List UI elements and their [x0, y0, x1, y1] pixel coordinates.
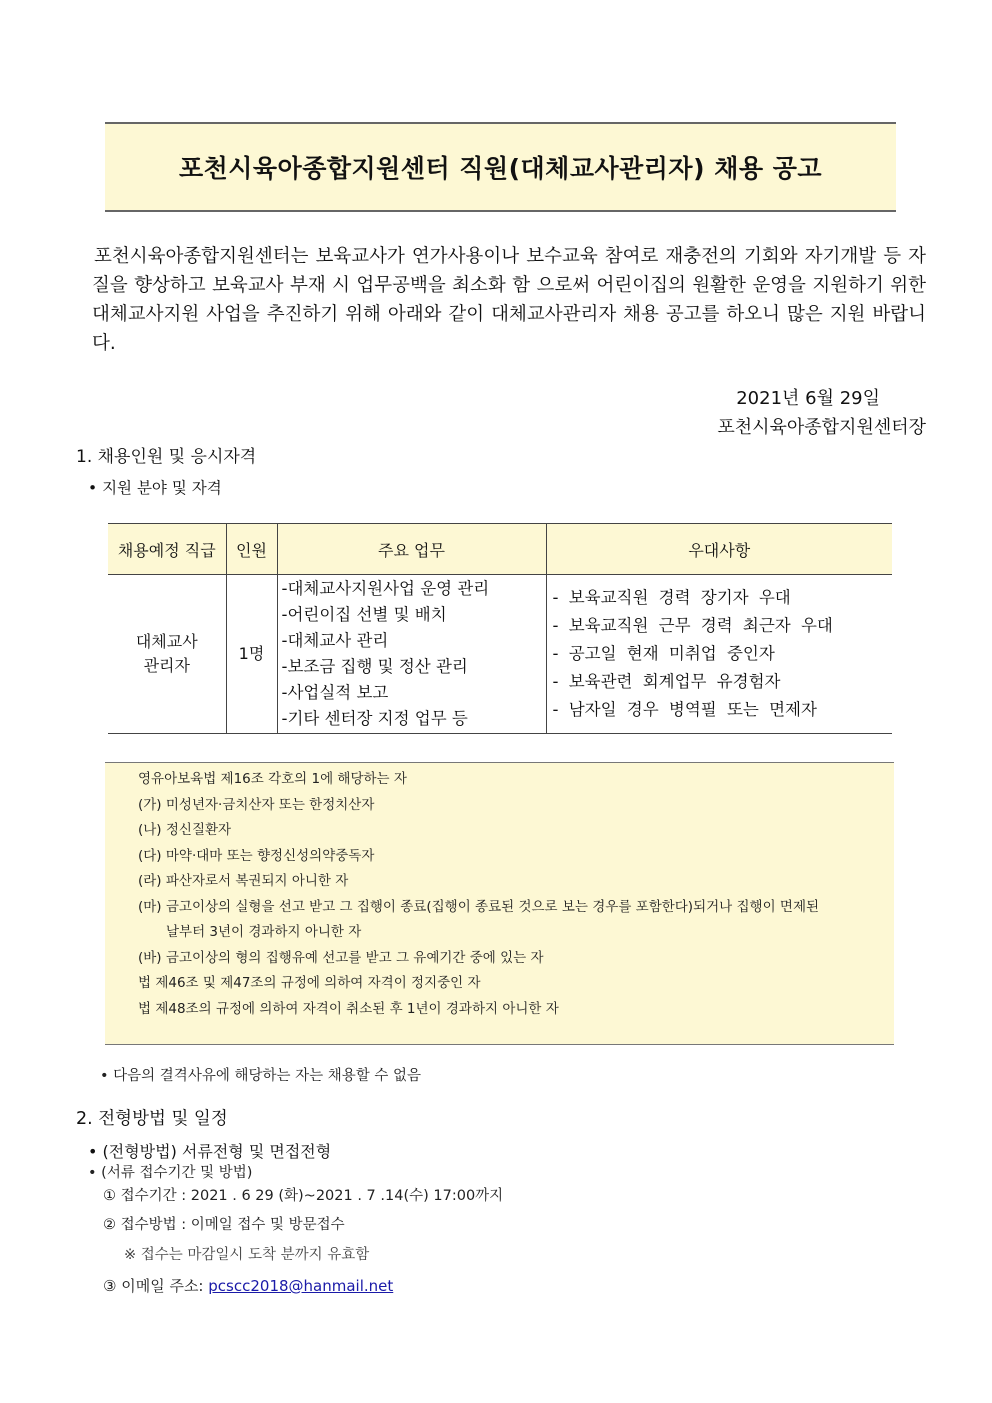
disqualification-item: (가) 미성년자·금치산자 또는 한정치산자 — [138, 796, 375, 813]
intro-paragraph: 포천시육아종합지원센터는 보육교사가 연가사용이나 보수교육 참여로 재충전의 기회와 자기개발 등 자질을 향상하고 보육교사 부재 시 업무공백을 최소화 함 으로써 어린이집의 원활한 운영을 지원하기 위한 대체교사지원 사업을 추진하기 위해 아래와 같이 대체교사관리자 채용 공고를 하오니 많은 지원 바랍니다. — [92, 246, 926, 354]
section1-heading: 1. 채용인원 및 응시자격 — [76, 447, 257, 467]
duty-item: -기타 센터장 지정 업무 등 — [281, 709, 468, 728]
duty-item: -어린이집 선별 및 배치 — [281, 605, 447, 624]
duty-item: -사업실적 보고 — [281, 683, 389, 702]
disqualification-item: 날부터 3년이 경과하지 아니한 자 — [166, 924, 362, 940]
section1-bullet-text: 지원 분야 및 자격 — [102, 479, 222, 497]
duty-item: -대체교사 관리 — [281, 631, 389, 650]
preference-item: - 공고일 현재 미취업 중인자 — [552, 644, 775, 663]
preference-item: - 보육관련 회계업무 유경험자 — [552, 672, 781, 691]
position-line: 관리자 — [143, 656, 190, 675]
section2-bullet-method-text: (전형방법) 서류전형 및 면접전형 — [102, 1142, 332, 1161]
disqualification-item: (마) 금고이상의 실형을 선고 받고 그 집행이 종료(집행이 종료된 것으로 보는 경우를 포함한다)되거나 집행이 면제된 — [138, 898, 820, 915]
duty-item: -보조금 집행 및 정산 관리 — [281, 657, 468, 676]
disqualification-item: (다) 마약·대마 또는 향정신성의약중독자 — [138, 847, 375, 864]
table-header-row — [108, 524, 892, 575]
table-row — [108, 575, 892, 734]
disqualification-item: (나) 정신질환자 — [138, 822, 232, 838]
header-duties: 주요 업무 — [277, 524, 546, 575]
disqualification-item: (라) 파산자로서 복권되지 아니한 자 — [138, 873, 349, 889]
position-line: 대체교사 — [135, 632, 198, 651]
cell-preferences — [546, 575, 892, 734]
cell-position — [108, 575, 226, 734]
disqualification-item: 법 제46조 및 제47조의 규정에 의하여 자격이 정지중인 자 — [138, 975, 481, 991]
email-row — [103, 1275, 393, 1296]
disqualification-item: 법 제48조의 규정에 의하여 자격이 취소된 후 1년이 경과하지 아니한 자 — [138, 1000, 559, 1017]
application-method: ② 접수방법 : 이메일 접수 및 방문접수 — [103, 1217, 345, 1233]
disqualification-note: • 다음의 결격사유에 해당하는 자는 채용할 수 없음 — [100, 1068, 421, 1084]
title-box — [105, 122, 896, 212]
issuer: 포천시육아종합지원센터장 — [717, 417, 926, 438]
disqualification-item: 영유아보육법 제16조 각호의 1에 해당하는 자 — [138, 771, 407, 787]
section2-bullet-period-text: (서류 접수기간 및 방법) — [101, 1165, 253, 1181]
header-count: 인원 — [226, 524, 277, 575]
section2-heading: 2. 전형방법 및 일정 — [76, 1109, 228, 1129]
page-title: 포천시육아종합지원센터 직원(대체교사관리자) 채용 공고 — [178, 154, 823, 183]
header-preferences: 우대사항 — [546, 524, 892, 575]
disqualification-box — [105, 762, 894, 1045]
section1-bullet: • 지원 분야 및 자격 — [88, 479, 222, 497]
disqualification-item: (바) 금고이상의 형의 집행유예 선고를 받고 그 유예기간 중에 있는 자 — [138, 949, 544, 966]
email-label: ③ 이메일 주소: — [103, 1277, 204, 1295]
preference-item: - 남자일 경우 병역필 또는 면제자 — [552, 700, 817, 719]
application-period: ① 접수기간 : 2021 . 6 29 (화)~2021 . 7 .14(수) 17:00까지 — [103, 1188, 504, 1204]
section2-bullet-period: • (서류 접수기간 및 방법) — [88, 1165, 253, 1181]
email-link[interactable]: pcscc2018@hanmail.net — [208, 1277, 394, 1295]
duty-item: -대체교사지원사업 운영 관리 — [281, 579, 490, 598]
header-position: 채용예정 직급 — [108, 524, 226, 575]
cell-duties — [277, 575, 546, 734]
announcement-date: 2021년 6월 29일 — [736, 388, 880, 409]
section2-bullet-method: • (전형방법) 서류전형 및 면접전형 — [88, 1142, 332, 1161]
recruitment-table — [108, 523, 892, 734]
cell-count: 1명 — [226, 575, 277, 734]
disqualification-note-text: 다음의 결격사유에 해당하는 자는 채용할 수 없음 — [113, 1068, 421, 1084]
preference-item: - 보육교직원 근무 경력 최근자 우대 — [552, 616, 833, 635]
deadline-note: ※ 접수는 마감일시 도착 분까지 유효함 — [124, 1247, 370, 1263]
preference-item: - 보육교직원 경력 장기자 우대 — [552, 588, 791, 607]
